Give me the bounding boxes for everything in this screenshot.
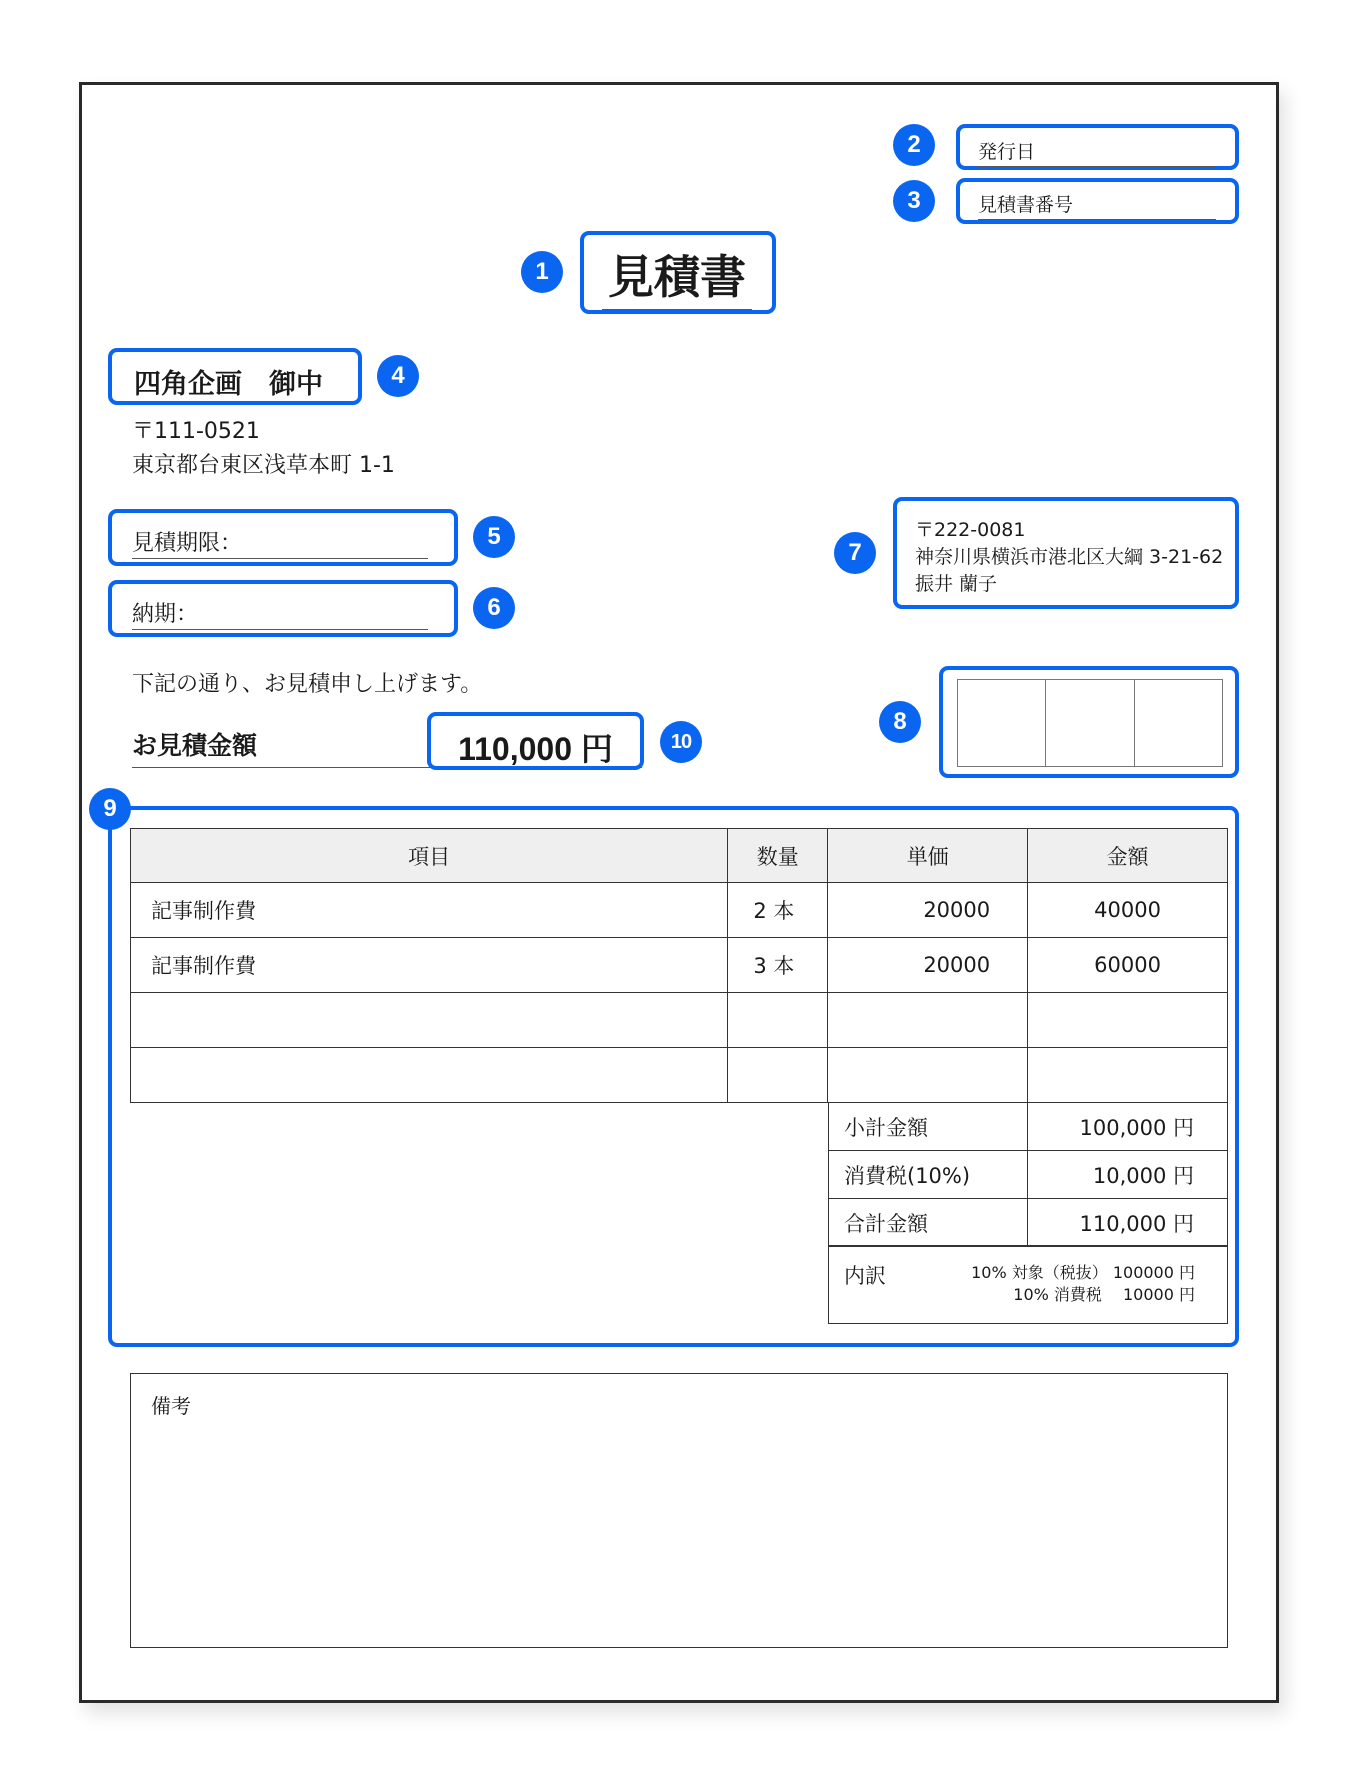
badge-10: 10 bbox=[660, 721, 702, 763]
breakdown-line-1: 10% 対象（税抜） 100000 円 bbox=[971, 1263, 1195, 1282]
tax-value: 10,000 円 bbox=[1028, 1151, 1228, 1199]
grand-total-label: 合計金額 bbox=[829, 1199, 1028, 1247]
intro-text: 下記の通り、お見積申し上げます。 bbox=[132, 672, 483, 697]
sender-postal: 〒222-0081 bbox=[915, 519, 1026, 541]
remarks-box bbox=[130, 1373, 1228, 1648]
table-row bbox=[131, 883, 1228, 938]
total-amount: 110,000 円 bbox=[458, 731, 613, 767]
quote-number-label: 見積書番号 bbox=[978, 190, 1216, 220]
validity-box bbox=[108, 509, 458, 566]
issue-date-label: 発行日 bbox=[978, 137, 1216, 167]
stamp-cell-2 bbox=[1046, 680, 1134, 766]
badge-4: 4 bbox=[377, 355, 419, 397]
client-address: 東京都台東区浅草本町 1-1 bbox=[132, 453, 395, 478]
breakdown-label: 内訳 bbox=[844, 1264, 886, 1288]
sender-address: 神奈川県横浜市港北区大綱 3-21-62 bbox=[915, 546, 1224, 568]
row-amount: 60000 bbox=[1028, 938, 1228, 993]
quote-number-box bbox=[956, 178, 1239, 224]
header-unit-price: 単価 bbox=[828, 829, 1028, 883]
items-table bbox=[130, 828, 1228, 1103]
badge-9: 9 bbox=[89, 788, 131, 830]
client-postal: 〒111-0521 bbox=[132, 419, 260, 444]
breakdown-box bbox=[828, 1245, 1228, 1324]
row-unit-price: 20000 bbox=[828, 883, 1028, 938]
summary-table bbox=[828, 1102, 1228, 1247]
row-unit-price: 20000 bbox=[828, 938, 1028, 993]
subtotal-label: 小計金額 bbox=[829, 1103, 1028, 1151]
subtotal-value: 100,000 円 bbox=[1028, 1103, 1228, 1151]
sender-box bbox=[893, 497, 1239, 609]
row-qty: 2 本 bbox=[728, 883, 828, 938]
row-amount: 40000 bbox=[1028, 883, 1228, 938]
badge-6: 6 bbox=[473, 587, 515, 629]
badge-5: 5 bbox=[473, 516, 515, 558]
header-item: 項目 bbox=[131, 829, 728, 883]
row-qty: 3 本 bbox=[728, 938, 828, 993]
total-amount-box bbox=[427, 712, 644, 770]
row-item: 記事制作費 bbox=[131, 938, 728, 993]
title-box bbox=[580, 231, 776, 314]
badge-1: 1 bbox=[521, 251, 563, 293]
subtotal-row bbox=[829, 1103, 1228, 1151]
remarks-label: 備考 bbox=[151, 1394, 191, 1418]
header-amount: 金額 bbox=[1028, 829, 1228, 883]
stamp-box bbox=[939, 666, 1239, 778]
row-item: 記事制作費 bbox=[131, 883, 728, 938]
sender-name: 振井 蘭子 bbox=[915, 573, 998, 595]
breakdown-line-2: 10% 消費税 10000 円 bbox=[1013, 1285, 1195, 1304]
badge-3: 3 bbox=[893, 180, 935, 222]
client-name: 四角企画 御中 bbox=[134, 369, 323, 400]
tax-row bbox=[829, 1151, 1228, 1199]
table-row-empty bbox=[131, 993, 1228, 1048]
grand-total-row bbox=[829, 1199, 1228, 1247]
table-header-row bbox=[131, 829, 1228, 883]
delivery-label: 納期： bbox=[132, 597, 428, 630]
stamp-grid bbox=[957, 679, 1223, 767]
badge-2: 2 bbox=[893, 124, 935, 166]
table-row bbox=[131, 938, 1228, 993]
stamp-cell-1 bbox=[958, 680, 1046, 766]
total-label: お見積金額 bbox=[132, 731, 258, 760]
stamp-cell-3 bbox=[1135, 680, 1222, 766]
delivery-box bbox=[108, 580, 458, 637]
badge-7: 7 bbox=[834, 532, 876, 574]
badge-8: 8 bbox=[879, 701, 921, 743]
header-qty: 数量 bbox=[728, 829, 828, 883]
document-title: 見積書 bbox=[602, 241, 752, 310]
grand-total-value: 110,000 円 bbox=[1028, 1199, 1228, 1247]
issue-date-box bbox=[956, 124, 1239, 170]
validity-label: 見積期限： bbox=[132, 526, 428, 559]
client-name-box bbox=[108, 348, 362, 405]
table-row-empty bbox=[131, 1048, 1228, 1103]
tax-label: 消費税(10%) bbox=[829, 1151, 1028, 1199]
